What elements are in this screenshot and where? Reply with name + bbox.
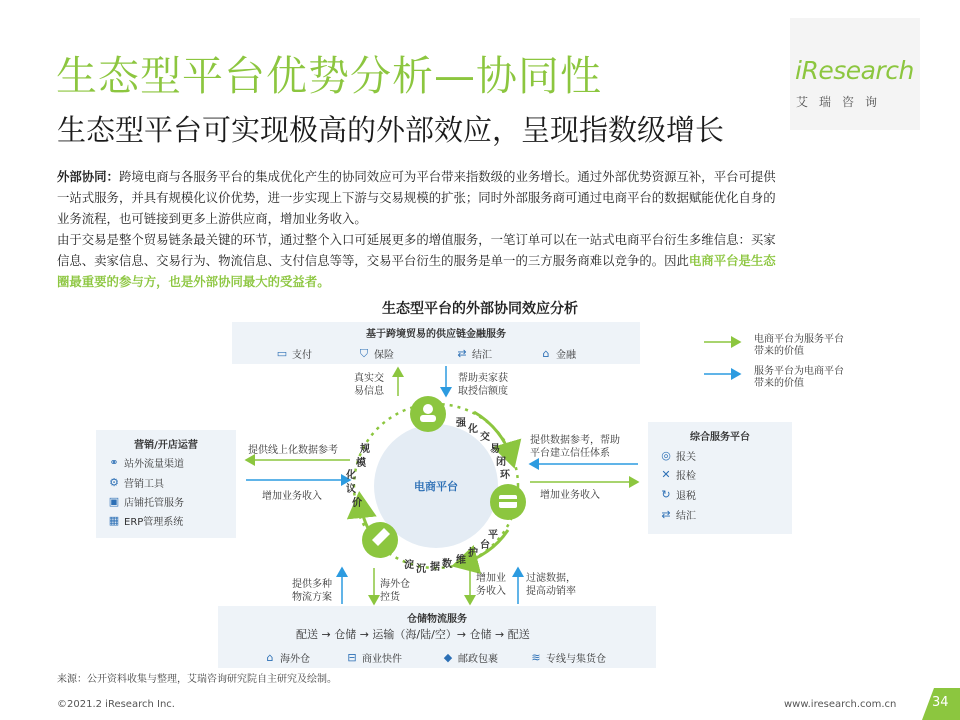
gear-icon: ⚙ — [109, 476, 119, 489]
center-label: 电商平台 — [414, 480, 458, 493]
shipping-icon: ≋ — [531, 651, 541, 664]
network-icon: ⚭ — [109, 456, 119, 469]
arrow-label: 增加业务收入 — [540, 490, 600, 501]
arrow-label: 提供数据参考，帮助 平台建立信任体系 — [530, 435, 620, 459]
panel-item: ⚙ 营销工具 — [109, 476, 164, 490]
ring-char: 化 — [346, 470, 356, 481]
shop-icon: ▣ — [108, 495, 120, 508]
source-note: 来源：公开资料收集与整理，艾瑞咨询研究院自主研究及绘制。 — [57, 674, 337, 685]
ring-char: 模 — [356, 458, 366, 469]
ring-char: 强 — [456, 418, 466, 429]
arrow-label: 提供线上化数据参考 — [248, 445, 338, 456]
wallet-icon: ▭ — [276, 347, 288, 360]
ring-char: 闭 — [496, 457, 506, 468]
ring-char: 护 — [468, 548, 478, 559]
panel-item: ⇄ 结汇 — [457, 347, 492, 361]
ring-char: 淀 — [404, 560, 414, 571]
arrow-label: 增加业 务收入 — [476, 573, 506, 597]
highlight-text: 圈最重要的参与方，也是外部协同最大的受益者。 — [57, 274, 330, 289]
shield-icon: ⛉ — [359, 346, 369, 360]
panel-item: ≋ 专线与集货仓 — [531, 651, 606, 665]
ring-char: 化 — [468, 424, 478, 435]
panel-item: ⚭ 站外流量渠道 — [109, 456, 184, 470]
ring-char: 台 — [480, 540, 490, 551]
panel-item: ↻ 退税 — [661, 488, 696, 502]
panel-item: ⇄ 结汇 — [661, 508, 696, 522]
panel-item: ▦ ERP管理系统 — [108, 514, 184, 528]
truck-icon: ⊟ — [347, 651, 357, 664]
ring-char: 规 — [360, 444, 370, 455]
ring-char: 数 — [442, 559, 452, 570]
panel-item: ✕ 报检 — [661, 468, 696, 482]
exchange-icon: ⇄ — [457, 347, 467, 360]
panel-item: ⛉ 保险 — [359, 346, 394, 361]
iresearch-logo: iResearch — [795, 56, 914, 85]
legend-green: 电商平台为服务平台 带来的价值 — [754, 334, 844, 357]
ring-char: 平 — [488, 530, 498, 541]
page-title: 生态型平台优势分析—协同性 — [56, 52, 602, 100]
panel-item: ⌂ 金融 — [540, 346, 576, 361]
paragraph-line: 跨境电商与各服务平台的集成优化产生的协同效应可为平台带来指数级的业务增长。通过外部优势资源互补，平台可提供 — [118, 169, 776, 184]
panel-item: ⌂ 海外仓 — [264, 650, 310, 665]
arrow-label: 海外仓 控货 — [380, 579, 410, 603]
paragraph-line: 信息、卖家信息、交易行为、物流信息、支付信息等等，交易平台衍生的服务是单一的三方服务商难以竞争的。因此 — [57, 253, 689, 268]
bank-icon: ⌂ — [542, 347, 550, 360]
arrow-label: 真实交 易信息 — [354, 373, 384, 397]
page-number: 34 — [932, 695, 949, 710]
paragraph-line: 由于交易是整个贸易链条最关键的环节，通过整个入口可延展更多的增值服务，一笔订单可以在一站式电商平台衍生多维信息：买家 — [57, 232, 776, 247]
grid-icon: ▦ — [108, 514, 120, 527]
ring-char: 议 — [346, 484, 356, 495]
panel-title: 基于跨境贸易的供应链金融服务 — [366, 329, 506, 340]
panel-item: ⊟ 商业快件 — [347, 651, 402, 665]
page-subtitle: 生态型平台可实现极高的外部效应，呈现指数级增长 — [57, 113, 725, 147]
highlight-text: 电商平台是生态 — [688, 253, 776, 268]
diagram-title: 生态型平台的外部协同效应分析 — [382, 301, 578, 317]
logo-chinese-text: 艾瑞咨询 — [796, 95, 889, 109]
arrow-label: 提供多种 物流方案 — [292, 579, 332, 603]
copyright: ©2021.2 iResearch Inc. — [57, 699, 175, 710]
exchange-icon: ⇄ — [661, 508, 671, 521]
ring-char: 环 — [500, 470, 510, 481]
panel-item: ◆ 邮政包裹 — [443, 651, 498, 665]
arrow-label: 帮助卖家获 取授信额度 — [458, 373, 508, 397]
warehouse-icon: ⌂ — [266, 651, 274, 664]
ring-char: 维 — [456, 555, 466, 566]
package-icon: ◆ — [443, 651, 453, 664]
arrow-label: 过滤数据， 提高动销率 — [526, 573, 576, 597]
panel-title: 综合服务平台 — [690, 432, 750, 443]
paragraph-line: 业务流程，也可链接到更多上游供应商，增加业务收入。 — [57, 211, 367, 226]
tools-icon: ✕ — [661, 468, 671, 481]
panel-item: ▭ 支付 — [276, 347, 312, 361]
ring-char: 据 — [430, 562, 440, 573]
panel-title: 营销/开店运营 — [134, 440, 198, 451]
ring-char: 交 — [480, 432, 490, 443]
refund-icon: ↻ — [661, 488, 671, 501]
ring-char: 易 — [490, 444, 500, 455]
logistics-flow: 配送 → 仓储 → 运输（海/陆/空）→ 仓储 → 配送 — [296, 628, 530, 641]
paragraph-label: 外部协同： — [57, 169, 119, 184]
arrow-label: 增加业务收入 — [262, 491, 322, 502]
website-url: www.iresearch.com.cn — [784, 699, 897, 710]
panel-title: 仓储物流服务 — [407, 614, 467, 625]
paragraph-line: 一站式服务，并具有规模化议价优势，进一步实现上下游与交易规模的扩张；同时外部服务商可通过电商平台的数据赋能优化自身的 — [57, 190, 776, 205]
legend-blue: 服务平台为电商平台 带来的价值 — [754, 366, 844, 389]
panel-item: ▣ 店铺托管服务 — [108, 495, 184, 509]
target-icon: ◎ — [661, 449, 671, 462]
ring-char: 沉 — [416, 564, 426, 575]
ring-char: 价 — [352, 498, 362, 509]
panel-item: ◎ 报关 — [661, 449, 696, 463]
